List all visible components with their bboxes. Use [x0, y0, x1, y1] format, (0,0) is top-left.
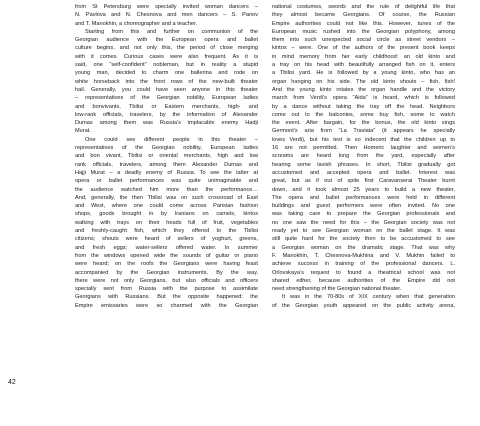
- text-line: Georgians with Russians. But the opposite happened: the: [75, 294, 258, 301]
- text-line: by a dance without taking the tray off the head. Neighbors: [272, 103, 455, 110]
- text-line: said, one “self-confident” nobleman, but in reality a stupid: [75, 62, 258, 69]
- text-line: from St Petersburg were specially invited woman dancers –: [75, 4, 258, 10]
- text-line: ready yet to see Georgian woman on the ballet stage. It was: [272, 228, 455, 235]
- text-line: Georgian audience with the European opera and ballet: [75, 37, 258, 44]
- text-line: national costumes, swords and the rule of delightful life that: [272, 4, 455, 10]
- text-line: organ hanging on his side. The old kinto shouts – fish, fish!: [272, 78, 455, 85]
- text-line: low-rank officials, travelers, by the information of Alexander: [75, 111, 258, 118]
- text-line: specially sent from Russia with the purpose to assimilate: [75, 286, 258, 293]
- text-line: and bonvivants, Tbilisi or Eastern merchants, high- and: [75, 103, 258, 110]
- text-line: Starting from this and further on communion of the: [85, 28, 258, 35]
- text-line: shared either, because authorities of the Empire did not: [272, 277, 455, 284]
- text-line: a tray on his head with beautifully arranged fish on it, enters: [272, 62, 455, 69]
- page-number: 42: [8, 379, 16, 386]
- text-line: a Georgian woman on the dramatic stage. That was why: [272, 244, 455, 251]
- text-line: and freshly-caught fish, which they offered to the Tbilisi: [75, 228, 258, 235]
- text-line: achieve success in training of the professional dancers. L.: [272, 261, 455, 268]
- text-line: come out to the balconies, some buy fish, some to watch: [272, 111, 455, 118]
- text-line: culture begins, and not only this, the period of close merging: [75, 45, 258, 52]
- text-line: accustomed and accepted opera and ballet. Interest was: [272, 169, 455, 176]
- text-line: And, generally, the then Tbilisi was on such crossroad of East: [75, 194, 258, 201]
- text-line: loves Verdi), but his text is so indecent that the children up to: [272, 136, 455, 143]
- text-line: hall. Generally, you could have seen anyone in this theater: [75, 86, 258, 93]
- text-line: them into such unexpected social circle as street vendors –: [272, 37, 455, 44]
- text-line: with it comes. Curious cases were also frequent. As it is: [75, 53, 258, 60]
- text-line: N. Pavlova and N. Chesnova and men dancers – S. Panov: [75, 12, 258, 19]
- text-line: One could see different people in this theater –: [85, 136, 258, 143]
- text-line: Murat.: [75, 128, 91, 135]
- text-line: white horseback into the front rows of the new-built theater: [75, 78, 258, 85]
- text-line: great, but as if out of spite first Caravanserai Theater burnt: [272, 178, 455, 185]
- text-line: from the windows opened wide the sounds of guitar or piano: [75, 252, 258, 259]
- text-line: kintos – were. One of the authors of the present book keeps: [272, 45, 455, 52]
- text-line: buildings and guest performers were often invited. No one: [272, 203, 455, 210]
- text-line: and fresh eggs; water-sellers offered water. In summer: [75, 244, 258, 251]
- text-line: accompanied by the Georgian instruments. By the way,: [75, 269, 258, 276]
- text-line: and T. Manokhin, a choreographer and a teacher.: [75, 20, 198, 27]
- text-line: Hajji Murat – a deadly enemy of Russia. To see the latter at: [75, 169, 258, 176]
- text-line: they almost became Georgians. Of course, the Russian: [272, 12, 455, 19]
- text-line: no one saw the need for this – the Georgian society was not: [272, 219, 455, 226]
- text-line: the event. After bargain, for the bonus, the old kinto sings: [272, 120, 455, 127]
- text-line: representatives of the Georgian nobility, European ladies: [75, 145, 258, 152]
- text-line: young man, decided to charm one ballerina and rode on: [75, 70, 258, 77]
- text-line: of the Georgian youth appeared on the public activity arena,: [272, 302, 455, 309]
- text-line: And the young kinto rotates the organ handle and the victory: [272, 86, 455, 93]
- text-line: The opera and ballet performances were held in different: [272, 194, 455, 201]
- text-line: and bon vivant, Tbilisi or oriental merchants, high and low: [75, 153, 258, 160]
- text-line: opera or ballet performances was quite unimaginable and: [75, 178, 258, 185]
- text-line: a Tbilisi yard. He is followed by a young kinto, who has an: [272, 70, 455, 77]
- right-text-column: [272, 3, 455, 310]
- text-line: Dumas among them was Russia’s implacable enemy Hadji: [75, 120, 258, 127]
- text-line: the audience watched him more than the performance…: [75, 186, 258, 193]
- text-line: walking with trays on their heads full of fruit, vegetables: [75, 219, 258, 226]
- text-line: F. Manokhin, T. Chesnova-Mukhina and V. Mukhin failed to: [272, 252, 455, 259]
- text-line: there were not only Georgians, but also officials and officers: [75, 277, 258, 284]
- text-line: It was in the 70-80s of XIX century when that generation: [282, 294, 455, 301]
- text-line: in mind memory from her early childhood: an old kinto and: [272, 53, 455, 60]
- text-line: European music rushed into the Georgian polyphony, among: [272, 28, 455, 35]
- text-line: Orlovskaya’s request to found a theatrical school was not: [272, 269, 455, 276]
- text-line: was taking care to prepare the Georgian professionals and: [272, 211, 455, 218]
- text-line: 16 are not permitted. Then Homeric laughter and women’s: [272, 145, 455, 152]
- text-line: still quite hard for the society then to be accustomed to see: [272, 236, 455, 243]
- text-line: – representatives of the Georgian nobility, European ladies: [75, 95, 258, 102]
- text-line: screams are heard long from the yard, especially after: [272, 153, 455, 160]
- text-line: rank officials, travelers, among them Alexander Dumas and: [75, 161, 258, 168]
- text-line: were heard; on the roofs the Georgians were having feast: [75, 261, 258, 268]
- text-line: Empire emissaries were so charmed with the Georgian: [75, 302, 258, 309]
- text-line: and West, where one could come across Parisian fashion: [75, 203, 258, 210]
- text-line: need strengthening of the Georgian national theater.: [272, 286, 402, 293]
- left-text-column: [75, 3, 258, 310]
- text-line: hearing some lavish phrases. In short, Tbilisi gradually got: [272, 161, 455, 168]
- text-line: shops, goods brought in by Iranians on camels, kintos: [75, 211, 258, 218]
- text-line: down, and it took almost 25 years to build a new theater.: [272, 186, 455, 193]
- text-line: Germont’s aria from “La Traviata” (it appears he specially: [272, 128, 455, 135]
- text-line: citizens; shouts were heard of sellers of yoghurt, greens,: [75, 236, 258, 243]
- text-line: Empire authorities could not like this. However, tunes of the: [272, 20, 455, 27]
- text-line: march from Verdi’s opera “Aida” is heard, which is followed: [272, 95, 455, 102]
